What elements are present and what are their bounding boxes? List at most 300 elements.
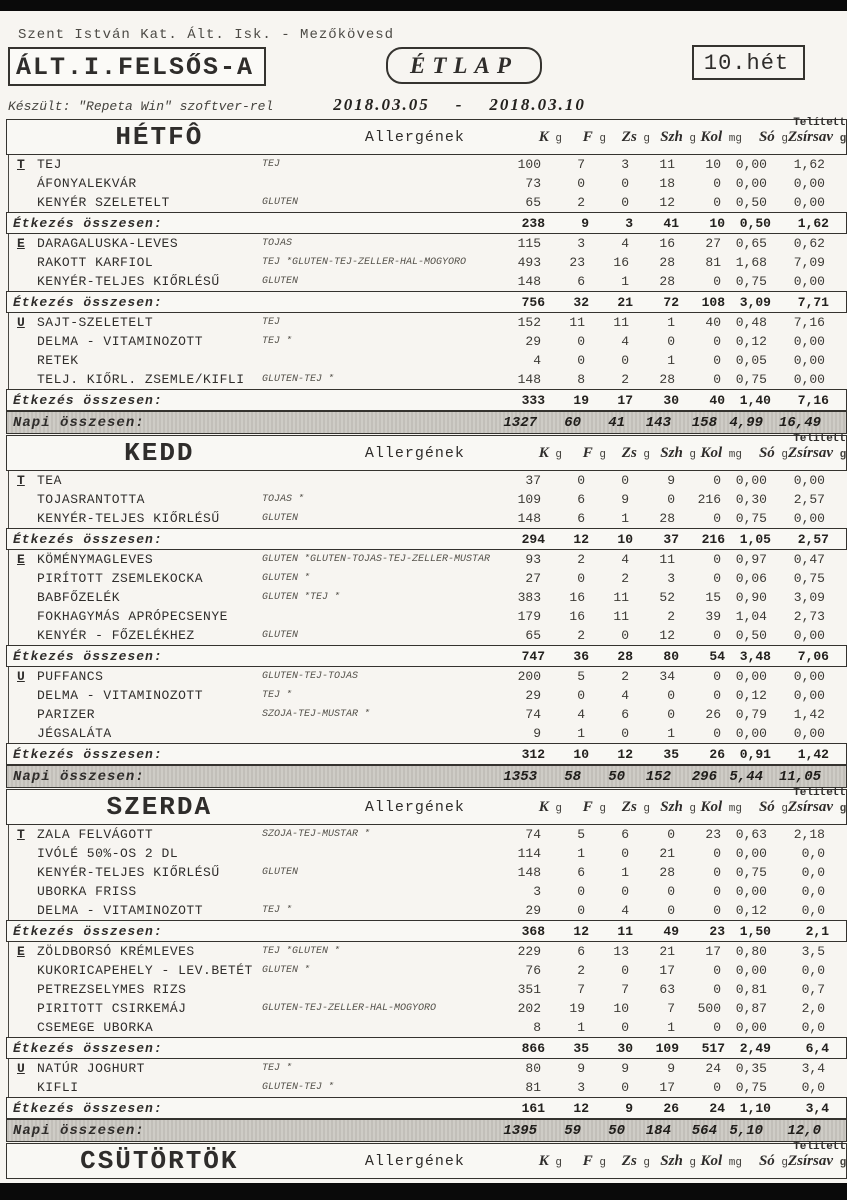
nutrient-value: 16,49 (778, 414, 821, 431)
row-marker (8, 667, 17, 686)
nutrient-value: 2,0 (801, 1001, 825, 1016)
row-marker (8, 607, 17, 626)
nutrient-value: 65 (525, 628, 541, 643)
nutrient-value: 3,48 (739, 648, 771, 664)
menu-item-row (6, 569, 847, 588)
date-from: 2018.03.05 (333, 95, 430, 114)
meal-total-row (6, 1037, 847, 1059)
item-name: ZALA FELVÁGOTT (37, 827, 154, 842)
row-marker (8, 863, 17, 882)
nutrient-value: 1,05 (739, 531, 771, 547)
nutrient-value: 0,00 (793, 334, 825, 349)
nutrient-value: 7 (577, 157, 585, 172)
nutrient-value: 312 (521, 746, 545, 762)
nutrient-value: 24 (709, 1100, 725, 1116)
menu-item-row (6, 705, 847, 724)
row-marker (8, 509, 17, 528)
column-header-zsírsav (788, 432, 847, 462)
nutrient-value: 0,75 (735, 274, 767, 289)
nutrient-value: 10 (709, 215, 725, 231)
column-header-zs: Zs g (621, 444, 650, 461)
column-header-over-label: Telített (793, 432, 846, 445)
item-allergens: TOJÁS (262, 238, 293, 249)
nutrient-value: 7 (621, 982, 629, 997)
nutrient-value: 3 (667, 571, 675, 586)
row-marker (8, 825, 17, 844)
nutrient-value: 0,12 (735, 334, 767, 349)
nutrient-value: 4 (533, 353, 541, 368)
column-header-k: K g (538, 444, 562, 461)
nutrient-value: 7,06 (797, 648, 829, 664)
nutrient-value: 6 (577, 944, 585, 959)
item-name: KENYÉR-TELJES KIŐRLÉSŰ (37, 511, 220, 526)
nutrient-value: 80 (663, 648, 679, 664)
column-header-szh: Szh g (660, 798, 696, 815)
nutrient-value: 0,0 (801, 1080, 825, 1095)
nutrient-value: 93 (525, 552, 541, 567)
menu-days-container (6, 116, 847, 1179)
row-marker (8, 193, 17, 212)
nutrient-value: 12,0 (787, 1122, 821, 1139)
menu-item-row (6, 1018, 847, 1037)
menu-item-row (6, 588, 847, 607)
nutrient-value: 200 (517, 669, 541, 684)
nutrient-value: 0,48 (735, 315, 767, 330)
nutrient-value: 54 (709, 648, 725, 664)
nutrient-value: 0 (667, 827, 675, 842)
nutrient-value: 32 (573, 294, 589, 310)
item-name: PUFFANCS (37, 669, 104, 684)
item-name: DELMA - VITAMINOZOTT (37, 334, 204, 349)
nutrient-value: 11 (569, 315, 585, 330)
item-name: DARAGALUSKA-LEVES (37, 236, 179, 251)
nutrient-value: 6 (621, 827, 629, 842)
nutrient-value: 26 (663, 1100, 679, 1116)
item-name: IVÓLÉ 50%-OS 2 DL (37, 846, 179, 861)
nutrient-value: 0,00 (735, 846, 767, 861)
column-header-só: Só g (758, 444, 788, 461)
nutrient-value: 0,00 (793, 372, 825, 387)
nutrient-value: 28 (659, 274, 675, 289)
nutrient-value: 0,06 (735, 571, 767, 586)
nutrient-value: 30 (663, 392, 679, 408)
item-allergens: TEJ * (262, 1063, 293, 1074)
nutrient-value: 0 (713, 511, 721, 526)
meal-total-row (6, 920, 847, 942)
nutrient-value: 1 (667, 1020, 675, 1035)
menu-item-row (6, 1059, 847, 1078)
nutrient-value: 12 (573, 1100, 589, 1116)
nutrient-value: 81 (705, 255, 721, 270)
day-total-label: Napi összesen: (13, 1122, 145, 1139)
item-allergens: GLUTÉN-TEJ-ZELLER-HAL-MOGYORÓ (262, 1003, 437, 1014)
nutrient-value: 11 (613, 590, 629, 605)
footer-disclaimer (0, 1181, 847, 1183)
nutrient-value: 40 (705, 315, 721, 330)
menu-item-row (6, 863, 847, 882)
nutrient-value: 12 (659, 628, 675, 643)
menu-item-row (6, 351, 847, 370)
nutrient-value: 229 (517, 944, 541, 959)
nutrient-value: 1 (667, 726, 675, 741)
nutrient-value: 3,4 (801, 1061, 825, 1076)
nutrient-value: 60 (564, 414, 581, 431)
nutrient-value: 202 (517, 1001, 541, 1016)
item-name: ÁFONYALEKVÁR (37, 176, 137, 191)
item-allergens: GLUTÉN (262, 867, 299, 878)
nutrient-value: 0,47 (793, 552, 825, 567)
nutrient-value: 5,10 (729, 1122, 763, 1139)
meal-total-label: Étkezés összesen: (13, 923, 163, 939)
nutrient-value: 216 (701, 531, 725, 547)
nutrient-value: 0 (621, 195, 629, 210)
nutrient-value: 9 (667, 1061, 675, 1076)
row-marker (8, 569, 17, 588)
nutrient-value: 18 (659, 176, 675, 191)
menu-item-row (6, 332, 847, 351)
nutrient-value: 36 (573, 648, 589, 664)
column-header-f: F g (582, 128, 606, 145)
nutrient-value: 80 (525, 1061, 541, 1076)
item-name: TOJASRANTOTTA (37, 492, 145, 507)
nutrient-value: 0 (713, 865, 721, 880)
nutrient-value: 0,00 (735, 963, 767, 978)
nutrient-value: 2,1 (805, 923, 829, 939)
nutrient-value: 0 (713, 334, 721, 349)
nutrient-value: 1 (577, 726, 585, 741)
nutrient-value: 0 (577, 473, 585, 488)
item-name: SAJT-SZELETELT (37, 315, 154, 330)
nutrient-value: 0,0 (801, 884, 825, 899)
column-header-szh: Szh g (660, 444, 696, 461)
nutrient-value: 152 (517, 315, 541, 330)
nutrient-value: 0 (577, 334, 585, 349)
item-allergens: TEJ * (262, 336, 293, 347)
nutrient-value: 2 (577, 552, 585, 567)
nutrient-value: 7,16 (793, 315, 825, 330)
nutrient-value: 41 (608, 414, 625, 431)
nutrient-value: 2 (621, 372, 629, 387)
item-allergens: TEJ * (262, 905, 293, 916)
nutrient-value: 7,71 (797, 294, 829, 310)
nutrient-value: 0,00 (793, 669, 825, 684)
nutrient-value: 0 (621, 963, 629, 978)
column-header-kol: Kol mg (700, 444, 742, 461)
nutrient-value: 9 (625, 1100, 633, 1116)
item-name: TELJ. KIŐRL. ZSEMLE/KIFLI (37, 372, 245, 387)
nutrient-value: 21 (659, 846, 675, 861)
item-name: PARIZER (37, 707, 96, 722)
nutrient-value: 0,35 (735, 1061, 767, 1076)
nutrient-value: 0 (621, 176, 629, 191)
item-name: NATÚR JOGHURT (37, 1061, 145, 1076)
item-allergens: GLUTÉN (262, 276, 299, 287)
nutrient-value: 148 (517, 274, 541, 289)
nutrient-value: 74 (525, 707, 541, 722)
row-marker (8, 961, 17, 980)
row-marker (8, 626, 17, 645)
nutrient-value: 0 (713, 176, 721, 191)
nutrient-value: 0,00 (735, 669, 767, 684)
nutrient-value: 152 (645, 768, 671, 785)
nutrient-value: 3,09 (793, 590, 825, 605)
nutrient-value: 23 (709, 923, 725, 939)
item-allergens: TEJ (262, 159, 281, 170)
item-name: PIRITOTT CSIRKEMÁJ (37, 1001, 187, 1016)
nutrient-value: 29 (525, 903, 541, 918)
nutrient-value: 0 (577, 176, 585, 191)
nutrient-value: 1 (667, 315, 675, 330)
nutrient-value: 4 (577, 707, 585, 722)
nutrient-value: 0,0 (801, 963, 825, 978)
row-marker (8, 234, 17, 253)
nutrient-value: 756 (521, 294, 545, 310)
meal-total-row (6, 528, 847, 550)
nutrient-value: 0 (713, 688, 721, 703)
menu-item-row (6, 370, 847, 389)
column-header-k: K g (538, 798, 562, 815)
nutrient-value: 517 (701, 1040, 725, 1056)
day-header (6, 116, 847, 155)
menu-title: ÉTLAP (386, 47, 542, 84)
day-section-csütörtök (6, 1140, 847, 1179)
column-header-szh: Szh g (660, 128, 696, 145)
nutrient-value: 28 (659, 865, 675, 880)
column-header-over-label: Telített (793, 786, 846, 799)
nutrient-value: 109 (517, 492, 541, 507)
nutrient-value: 17 (659, 963, 675, 978)
nutrient-value: 0 (713, 1080, 721, 1095)
nutrient-value: 0 (621, 726, 629, 741)
nutrient-value: 2,18 (793, 827, 825, 842)
meal-code: U (17, 1061, 25, 1076)
column-header-kol: Kol mg (700, 128, 742, 145)
nutrient-value: 10 (613, 1001, 629, 1016)
menu-item-row (6, 253, 847, 272)
nutrient-value: 0,00 (735, 726, 767, 741)
row-marker (8, 253, 17, 272)
row-marker (8, 155, 17, 174)
nutrient-value: 0,65 (735, 236, 767, 251)
column-header-f: F g (582, 444, 606, 461)
nutrient-value: 0,00 (793, 195, 825, 210)
nutrient-value: 1327 (503, 414, 537, 431)
row-marker (8, 313, 17, 332)
meal-total-label: Étkezés összesen: (13, 746, 163, 762)
nutrient-value: 4 (621, 688, 629, 703)
nutrient-value: 0,79 (735, 707, 767, 722)
item-name: RAKOTT KARFIOL (37, 255, 154, 270)
meal-total-label: Étkezés összesen: (13, 1040, 163, 1056)
item-allergens: TOJÁS * (262, 494, 305, 505)
menu-item-row (6, 234, 847, 253)
item-allergens: GLUTÉN *GLUTÉN-TOJÁS-TEJ-ZELLER-MUSTÁR (262, 554, 491, 565)
nutrient-value: 148 (517, 865, 541, 880)
item-name: KENYÉR-TELJES KIŐRLÉSŰ (37, 274, 220, 289)
nutrient-value: 1 (577, 846, 585, 861)
meal-total-row (6, 389, 847, 411)
nutrient-value: 0,00 (735, 884, 767, 899)
nutrient-value: 12 (573, 531, 589, 547)
item-name: DELMA - VITAMINOZOTT (37, 688, 204, 703)
nutrient-value: 1,42 (797, 746, 829, 762)
meal-code: T (17, 473, 25, 488)
menu-item-row (6, 901, 847, 920)
nutrient-value: 1,62 (797, 215, 829, 231)
nutrient-value: 0 (621, 1080, 629, 1095)
meal-total-row (6, 743, 847, 765)
nutrient-value: 12 (617, 746, 633, 762)
nutrient-value: 3 (577, 1080, 585, 1095)
menu-item-row (6, 882, 847, 901)
row-marker (8, 370, 17, 389)
nutrient-value: 148 (517, 511, 541, 526)
nutrient-value: 0,00 (793, 473, 825, 488)
meal-total-label: Étkezés összesen: (13, 392, 163, 408)
nutrient-value: 3,5 (801, 944, 825, 959)
item-name: KIFLI (37, 1080, 79, 1095)
nutrient-value: 179 (517, 609, 541, 624)
item-name: FOKHAGYMÁS APRÓPECSENYE (37, 609, 228, 624)
nutrient-value: 1 (621, 511, 629, 526)
row-marker (8, 332, 17, 351)
meal-total-label: Étkezés összesen: (13, 215, 163, 231)
nutrient-value: 0,00 (735, 176, 767, 191)
nutrient-value: 16 (569, 590, 585, 605)
subheader-row (8, 95, 847, 115)
nutrient-value: 6 (577, 492, 585, 507)
item-allergens: GLUTÉN * (262, 965, 311, 976)
row-marker (8, 686, 17, 705)
nutrient-value: 59 (564, 1122, 581, 1139)
nutrient-value: 0,00 (793, 628, 825, 643)
nutrient-value: 0 (621, 473, 629, 488)
nutrient-value: 0,00 (735, 157, 767, 172)
nutrient-value: 0 (667, 492, 675, 507)
nutrient-value: 5 (577, 669, 585, 684)
nutrient-value: 27 (705, 236, 721, 251)
menu-item-row (6, 942, 847, 961)
nutrient-value: 3 (577, 236, 585, 251)
nutrient-value: 23 (569, 255, 585, 270)
column-header-f: F g (582, 1152, 606, 1169)
item-name: JÉGSALÁTA (37, 726, 112, 741)
nutrient-value: 29 (525, 688, 541, 703)
item-allergens: GLUTÉN *TEJ * (262, 592, 341, 603)
column-header-f: F g (582, 798, 606, 815)
nutrient-value: 0 (621, 846, 629, 861)
nutrient-column-headers (518, 786, 847, 816)
nutrient-value: 2 (577, 628, 585, 643)
nutrient-value: 0 (667, 334, 675, 349)
menu-item-row (6, 550, 847, 569)
day-total-label: Napi összesen: (13, 768, 145, 785)
nutrient-value: 0,0 (801, 846, 825, 861)
item-name: KENYÉR - FŐZELÉKHEZ (37, 628, 195, 643)
nutrient-value: 114 (517, 846, 541, 861)
nutrient-value: 1,10 (739, 1100, 771, 1116)
scanned-menu-sheet (0, 11, 847, 1183)
nutrient-value: 2,57 (797, 531, 829, 547)
column-header-kol: Kol mg (700, 1152, 742, 1169)
nutrient-value: 30 (617, 1040, 633, 1056)
nutrient-value: 500 (697, 1001, 721, 1016)
nutrient-value: 72 (663, 294, 679, 310)
day-total-label: Napi összesen: (13, 414, 145, 431)
nutrient-value: 21 (659, 944, 675, 959)
row-marker (8, 550, 17, 569)
nutrient-value: 493 (517, 255, 541, 270)
nutrient-value: 28 (617, 648, 633, 664)
nutrient-value: 0 (713, 552, 721, 567)
nutrient-value: 2 (577, 963, 585, 978)
item-name: BABFŐZELÉK (37, 590, 121, 605)
nutrient-value: 368 (521, 923, 545, 939)
nutrient-value: 351 (517, 982, 541, 997)
nutrient-value: 35 (663, 746, 679, 762)
meal-total-label: Étkezés összesen: (13, 531, 163, 547)
nutrient-value: 2 (621, 571, 629, 586)
nutrient-value: 2 (621, 669, 629, 684)
nutrient-value: 15 (705, 590, 721, 605)
nutrient-value: 9 (667, 473, 675, 488)
day-total-row (6, 765, 847, 788)
date-range (333, 95, 586, 115)
nutrient-value: 26 (709, 746, 725, 762)
nutrient-value: 866 (521, 1040, 545, 1056)
meal-code: E (17, 552, 25, 567)
item-allergens: GLUTÉN-TEJ * (262, 1082, 335, 1093)
nutrient-value: 0,75 (735, 372, 767, 387)
nutrient-value: 0,50 (735, 628, 767, 643)
nutrient-value: 17 (659, 1080, 675, 1095)
item-allergens: TEJ (262, 317, 281, 328)
nutrient-value: 12 (659, 195, 675, 210)
column-header-label: Zsírsav g (788, 1152, 847, 1169)
nutrient-value: 0 (577, 884, 585, 899)
nutrient-value: 0 (621, 628, 629, 643)
column-header-só: Só g (758, 798, 788, 815)
nutrient-value: 1 (667, 353, 675, 368)
column-header-label: Zsírsav g (788, 798, 847, 815)
row-marker (8, 272, 17, 291)
item-name: PETREZSELYMES RIZS (37, 982, 187, 997)
row-marker (8, 882, 17, 901)
nutrient-value: 7 (667, 1001, 675, 1016)
nutrient-value: 2,57 (793, 492, 825, 507)
nutrient-value: 100 (517, 157, 541, 172)
item-allergens: TEJ *GLUTÉN * (262, 946, 341, 957)
menu-item-row (6, 961, 847, 980)
menu-item-row (6, 607, 847, 626)
row-marker (8, 471, 17, 490)
school-name: Szent István Kat. Ált. Isk. - Mezőkövesd (18, 27, 395, 43)
column-header-kol: Kol mg (700, 798, 742, 815)
nutrient-value: 11 (613, 609, 629, 624)
menu-item-row (6, 724, 847, 743)
day-header (6, 786, 847, 825)
nutrient-value: 7 (577, 982, 585, 997)
meal-total-row (6, 291, 847, 313)
column-header-zs: Zs g (621, 128, 650, 145)
nutrient-column-headers (518, 116, 847, 146)
class-name-box: ÁLT.I.FELSŐS-A (8, 47, 266, 86)
item-name: RETEK (37, 353, 79, 368)
nutrient-value: 0 (713, 571, 721, 586)
item-name: ZÖLDBORSÓ KRÉMLEVES (37, 944, 195, 959)
nutrient-value: 1 (577, 1020, 585, 1035)
nutrient-value: 0 (713, 846, 721, 861)
